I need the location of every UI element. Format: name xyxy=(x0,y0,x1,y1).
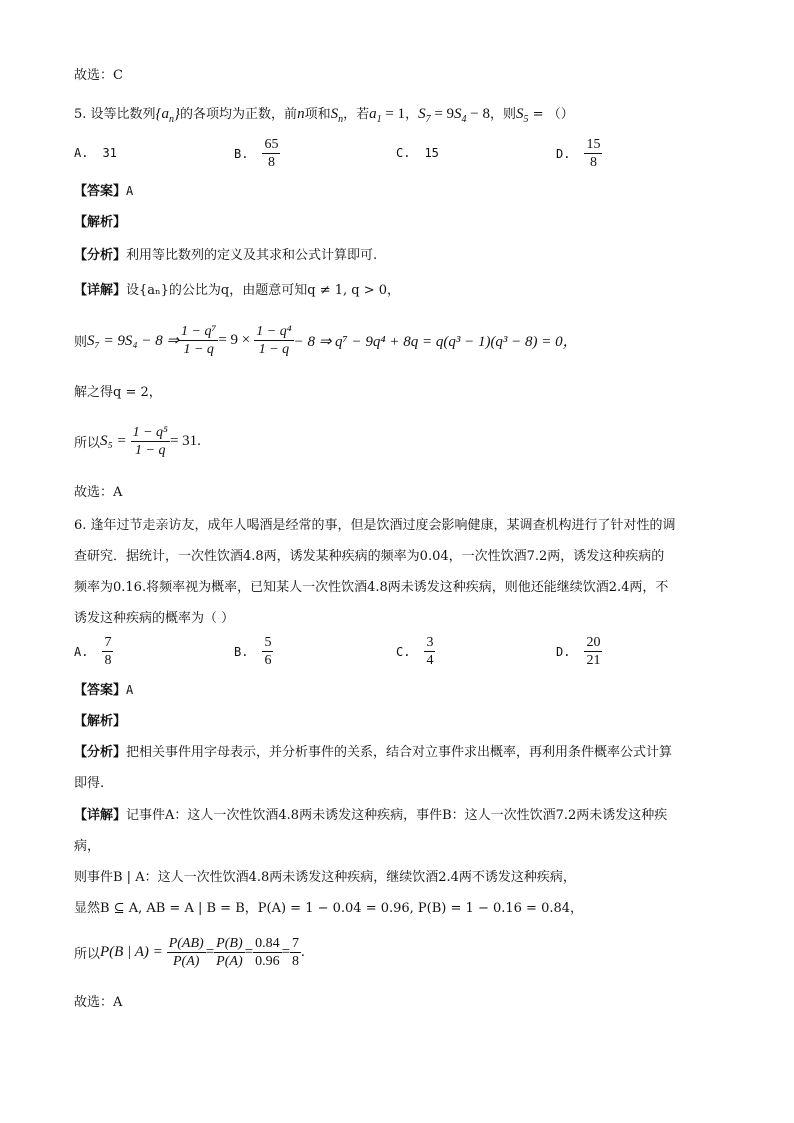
q5-stem: 5. 设等比数列$\{a_n\}$的各项均为正数，前n项和$S_n$，若$a_1 = 1$，$S_7 = 9S_4 - 8$，则$S_5$ = （） xyxy=(74,106,574,125)
q6-xiangjie-line-1: 【详解】记事件A：这人一次性饮酒4.8两未诱发这种疾病，事件B：这人一次性饮酒7.2两未诱发这种疾 xyxy=(74,808,668,823)
prev-answer: 故选：C xyxy=(74,68,123,83)
q6-final: 故选：A xyxy=(74,995,123,1010)
q5-option-a[interactable]: A. 31 xyxy=(74,146,117,160)
q5-equation-1: 则 S₇ = 9S₄ − 8 ⇒ $\frac{\text{1 − q⁷}}{1 - q}$ = 9 × $\frac{\text{1 − q⁴}}{1 - q}$ − 8 ⇒ q⁷ − 9q⁴ + 8q = q(q³ − 1)(q³ − 8) = 0， xyxy=(74,324,578,357)
q6-stem-line-1: 6. 逢年过节走亲访友，成年人喝酒是经常的事，但是饮酒过度会影响健康，某调查机构进行了针对性的调 xyxy=(74,518,676,533)
q5-option-c[interactable]: C. 15 xyxy=(396,146,439,160)
q6-stem-line-3: 频率为0.16.将频率视为概率，已知某人一次性饮酒4.8两未诱发这种疾病，则他还能继续饮酒2.4两，不 xyxy=(74,580,669,595)
q5-final: 故选：A xyxy=(74,485,123,500)
q5-fenxi: 【分析】利用等比数列的定义及其求和公式计算即可. xyxy=(74,248,378,263)
q6-equation: 所以 P(B | A) = $\frac{P(AB)}{P(A)}$ = $\frac{P(B)}{P(A)}$ = $\frac{0.84}{0.96}$ = $\frac{7}{8}$ . xyxy=(74,936,305,969)
q6-answer: 【答案】A xyxy=(74,683,134,698)
q5-answer: 【答案】A xyxy=(74,184,134,199)
q6-fenxi-line-2: 即得. xyxy=(74,776,105,791)
q6-stem-line-2: 查研究．据统计，一次性饮酒4.8两，诱发某种疾病的频率为0.04，一次性饮酒7.2两，诱发这种疾病的 xyxy=(74,549,665,564)
q6-option-d[interactable]: D. $\frac{20}{21}$ xyxy=(556,635,601,668)
q5-solve: 解之得q = 2， xyxy=(74,385,162,400)
q6-stem-line-4: 诱发这种疾病的概率为（ ） xyxy=(74,611,235,626)
q6-option-a[interactable]: A. $\frac{7}{8}$ xyxy=(74,635,112,668)
q6-option-b[interactable]: B. $\frac{5}{6}$ xyxy=(234,635,272,668)
q6-fenxi-line-1: 【分析】把相关事件用字母表示，并分析事件的关系，结合对立事件求出概率，再利用条件概率公式计算 xyxy=(74,745,673,760)
q6-option-c[interactable]: C. $\frac{3}{4}$ xyxy=(396,635,434,668)
q5-equation-2: 所以 S₅ = $\frac{\text{1 − q⁵}}{1 - q}$ = 31. xyxy=(74,425,201,458)
q6-event-line: 则事件B | A：这人一次性饮酒4.8两未诱发这种疾病，继续饮酒2.4两不诱发这种疾病， xyxy=(74,870,576,885)
q6-analysis-heading: 【解析】 xyxy=(74,714,127,729)
q6-obvious-line: 显然B ⊆ A, AB = A | B = B，P(A) = 1 − 0.04 = 0.96, P(B) = 1 − 0.16 = 0.84， xyxy=(74,901,584,916)
q5-analysis-heading: 【解析】 xyxy=(74,215,127,230)
q5-option-b[interactable]: B. $\frac{65}{8}$ xyxy=(234,137,279,170)
q5-xiangjie: 【详解】设{aₙ}的公比为q，由题意可知q ≠ 1, q > 0， xyxy=(74,283,401,298)
q5-option-d[interactable]: D. $\frac{15}{8}$ xyxy=(556,137,601,170)
q6-xiangjie-line-2: 病， xyxy=(74,839,101,854)
q5-number: 5. 设等比数列 xyxy=(74,107,156,122)
